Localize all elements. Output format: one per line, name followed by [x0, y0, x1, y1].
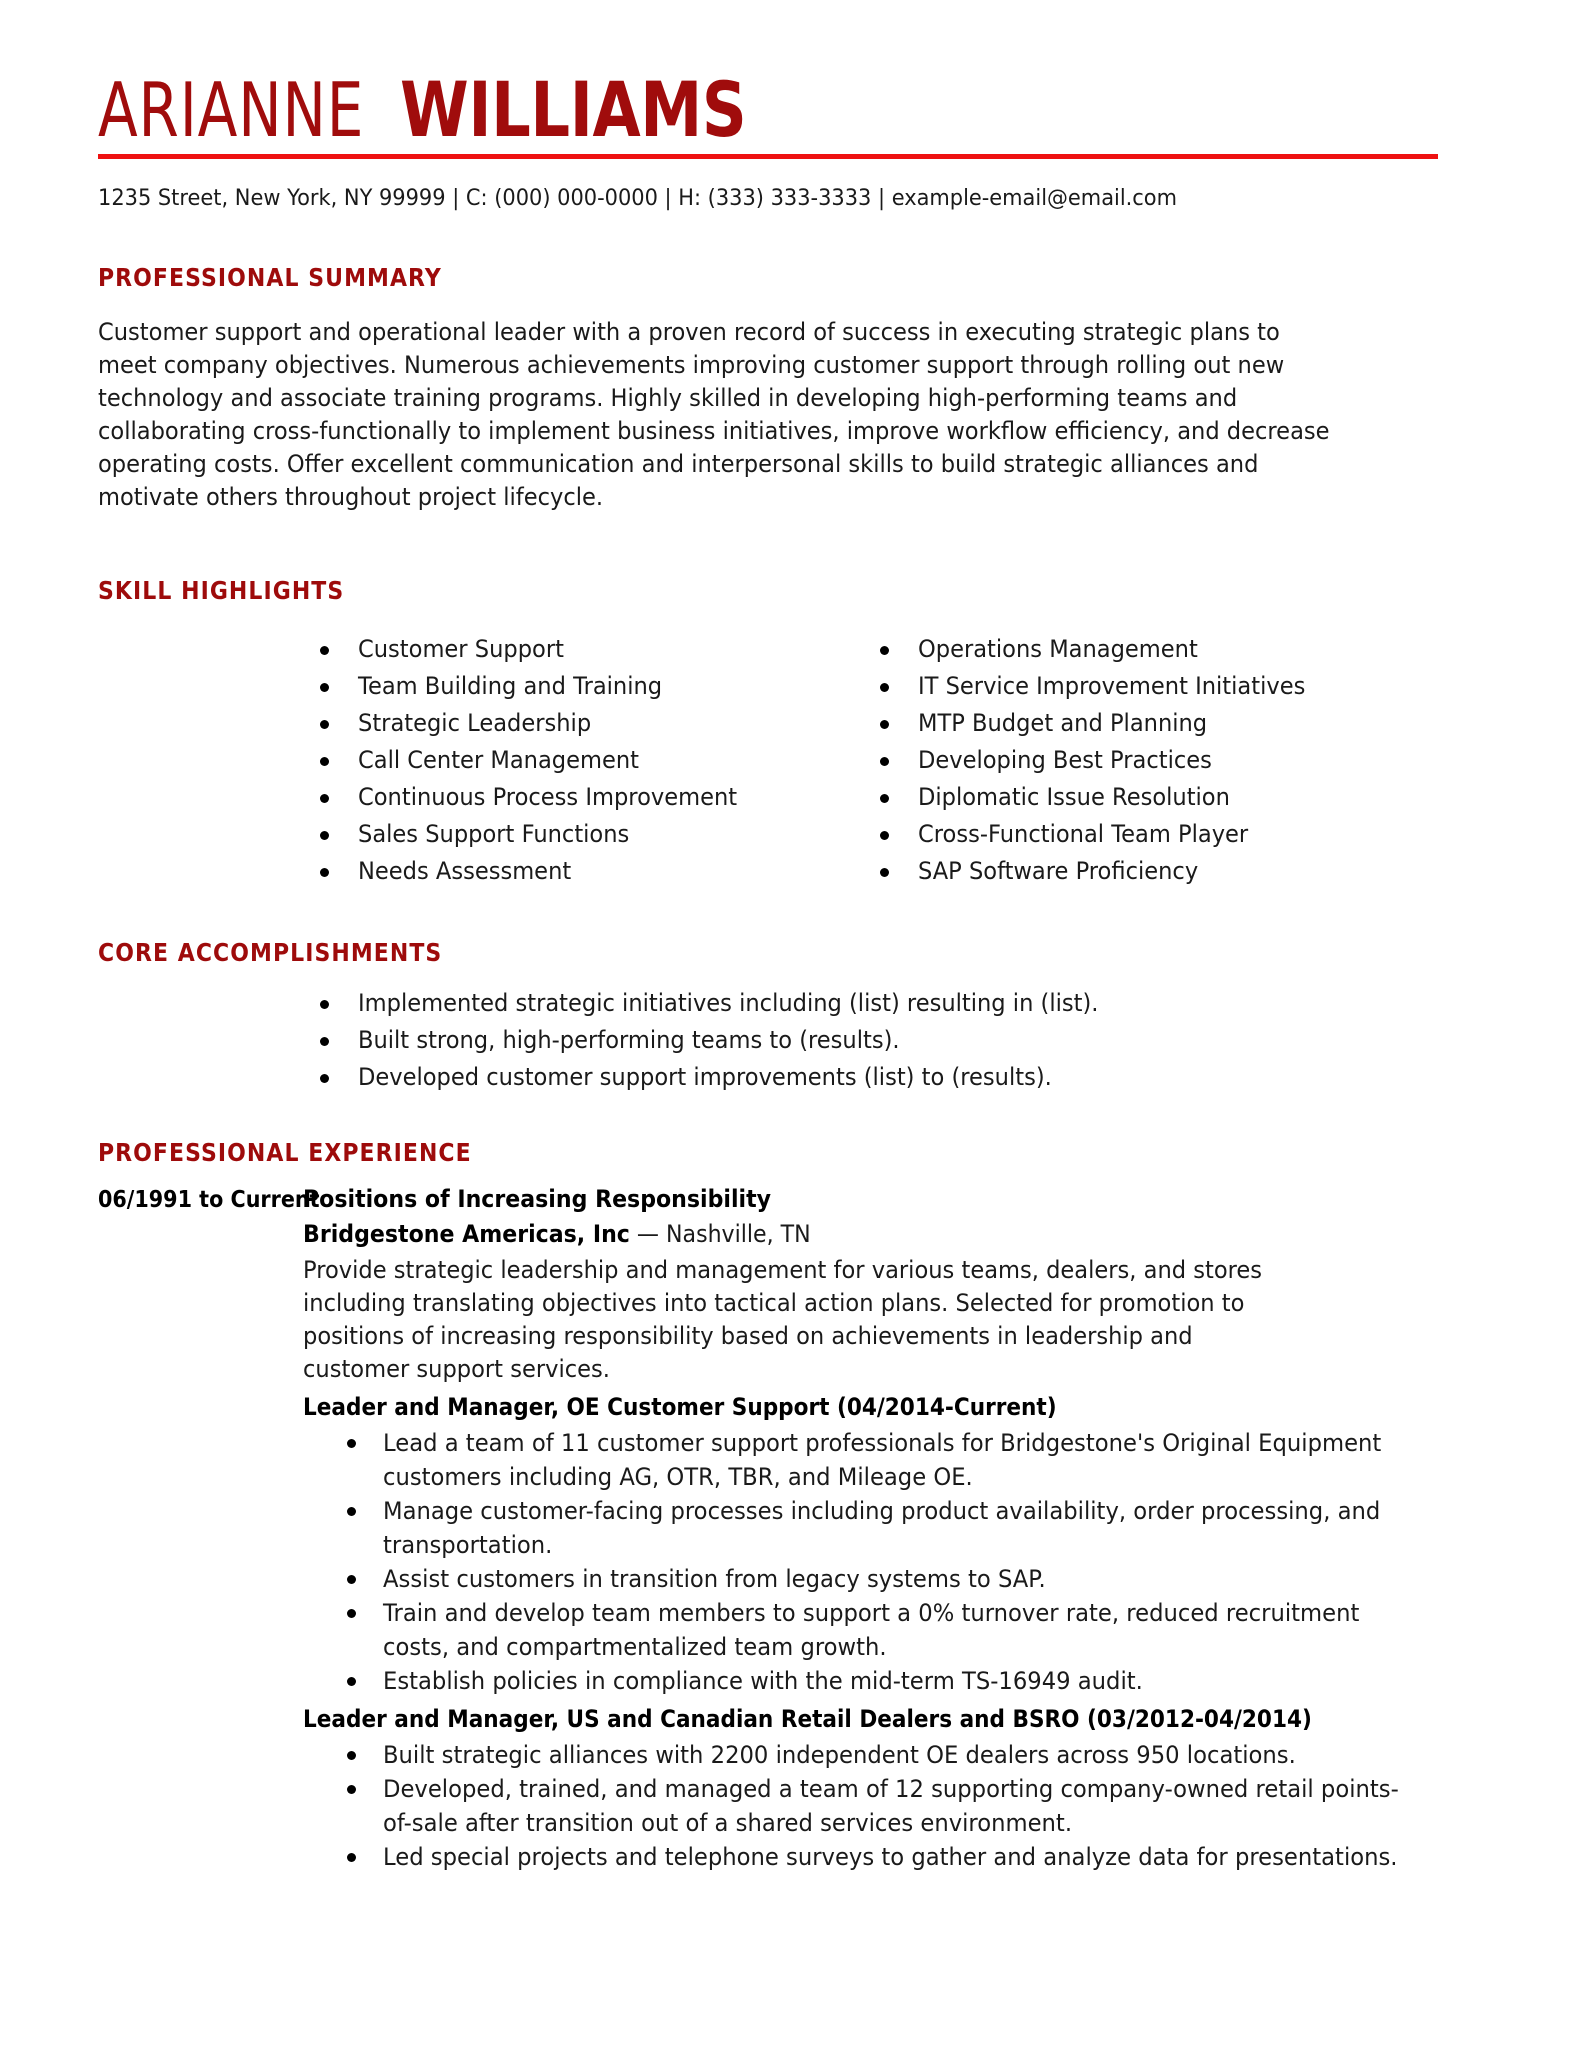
- skill-label: Customer Support: [358, 635, 564, 663]
- list-item: [310, 853, 870, 890]
- section-heading-core-accomplishments: CORE ACCOMPLISHMENTS: [98, 938, 443, 967]
- role-bullet-text: Built strategic alliances with 2200 independent OE dealers across 950 locations.: [383, 1741, 1296, 1769]
- list-item: [339, 1738, 1463, 1772]
- list-item: [339, 1664, 1463, 1698]
- list-item: [310, 985, 1438, 1022]
- skill-label: Call Center Management: [358, 746, 640, 774]
- section-heading-professional-experience: PROFESSIONAL EXPERIENCE: [98, 1138, 472, 1167]
- list-item: [870, 668, 1430, 705]
- role-bullet-text: Manage customer-facing processes including product availability, order processing, and transportation.: [383, 1497, 1381, 1559]
- candidate-name: [98, 65, 1438, 154]
- list-item: [310, 1022, 1438, 1059]
- accomplishment-label: Built strong, high-performing teams to (results).: [358, 1026, 900, 1054]
- list-item: [339, 1840, 1463, 1874]
- skill-label: SAP Software Proficiency: [918, 857, 1199, 885]
- skill-label: Team Building and Training: [358, 672, 663, 700]
- skills-column-left: [310, 631, 870, 890]
- experience-details: [303, 1183, 1463, 1874]
- skills-list-left: [310, 631, 870, 890]
- core-accomplishments-list-wrap: [98, 985, 1438, 1096]
- skill-label: MTP Budget and Planning: [918, 709, 1208, 737]
- list-item: [870, 853, 1430, 890]
- summary-paragraph: Customer support and operational leader with a proven record of success in executing strategic plans to meet company objectives. Numerous achievements improving customer support through rolling out new technology and associate training programs. Highly skilled in developing high-performing teams and collaborating cross-functionally to implement business initiatives, improve workflow efficiency, and decrease operating costs. Offer excellent communication and interpersonal skills to build strategic alliances and motivate others throughout project lifecycle.: [98, 318, 1330, 511]
- list-item: [310, 742, 870, 779]
- list-item: [339, 1562, 1463, 1596]
- job-title: Positions of Increasing Responsibility: [303, 1185, 772, 1213]
- skills-list-right: [870, 631, 1430, 890]
- list-item: [870, 631, 1430, 668]
- role-bullet-text: Lead a team of 11 customer support professionals for Bridgestone's Original Equipment customers including AG, OTR, TBR, and Mileage OE.: [383, 1429, 1382, 1491]
- skill-label: Developing Best Practices: [918, 746, 1212, 774]
- skill-label: Operations Management: [918, 635, 1198, 663]
- list-item: [870, 742, 1430, 779]
- list-item: [310, 779, 870, 816]
- skill-label: Diplomatic Issue Resolution: [918, 783, 1230, 811]
- role-bullet-text: Assist customers in transition from legacy systems to SAP.: [383, 1565, 1046, 1593]
- skill-label: Continuous Process Improvement: [358, 783, 738, 811]
- header-divider: [98, 154, 1438, 159]
- experience-entry: [98, 1183, 1438, 1874]
- list-item: [870, 779, 1430, 816]
- list-item: [339, 1494, 1463, 1562]
- experience-date-range: 06/1991 to Current: [98, 1187, 320, 1213]
- list-item: [870, 705, 1430, 742]
- list-item: [310, 668, 870, 705]
- role-bullet-list: [303, 1426, 1463, 1698]
- accomplishment-label: Developed customer support improvements (list) to (results).: [358, 1063, 1052, 1091]
- list-item: [310, 705, 870, 742]
- accomplishment-label: Implemented strategic initiatives including (list) resulting in (list).: [358, 989, 1099, 1017]
- first-name: ARIANNE: [98, 66, 365, 154]
- skills-columns: [98, 631, 1438, 890]
- skill-label: Sales Support Functions: [358, 820, 630, 848]
- list-item: [310, 631, 870, 668]
- role-bullet-list: [303, 1738, 1463, 1874]
- skill-label: Cross-Functional Team Player: [918, 820, 1249, 848]
- contact-line: 1235 Street, New York, NY 99999 | C: (000) 000-0000 | H: (333) 333-3333 | example-email@email.com: [98, 185, 1177, 211]
- last-name: WILLIAMS: [399, 65, 747, 154]
- list-item: [870, 816, 1430, 853]
- list-item: [339, 1596, 1463, 1664]
- list-item: [339, 1426, 1463, 1494]
- list-item: [339, 1772, 1463, 1840]
- role-bullet-text: Developed, trained, and managed a team of 12 supporting company-owned retail points-of-sale after transition out of a shared services environment.: [383, 1775, 1399, 1837]
- skills-column-right: [870, 631, 1430, 890]
- role-heading: Leader and Manager, US and Canadian Retail Dealers and BSRO (03/2012-04/2014): [303, 1705, 1312, 1733]
- professional-summary-body: [98, 316, 1339, 514]
- role-bullet-text: Led special projects and telephone surveys to gather and analyze data for presentations.: [383, 1843, 1398, 1871]
- list-item: [310, 1059, 1438, 1096]
- job-description: Provide strategic leadership and management for various teams, dealers, and stores including translating objectives into tactical action plans. Selected for promotion to positions of increasing responsibility based on achievements in leadership and customer support services.: [303, 1256, 1263, 1383]
- skill-label: Strategic Leadership: [358, 709, 592, 737]
- resume-content: [98, 0, 1438, 1874]
- role-bullet-text: Establish policies in compliance with the mid-term TS-16949 audit.: [383, 1667, 1143, 1695]
- company-location: — Nashville, TN: [636, 1220, 811, 1248]
- company-line: [303, 1216, 1370, 1252]
- section-heading-skill-highlights: SKILL HIGHLIGHTS: [98, 576, 345, 605]
- skill-label: Needs Assessment: [358, 857, 572, 885]
- role-bullet-text: Train and develop team members to support a 0% turnover rate, reduced recruitment costs, and compartmentalized team growth.: [383, 1599, 1360, 1661]
- company-name: Bridgestone Americas, Inc: [303, 1220, 630, 1248]
- section-heading-professional-summary: PROFESSIONAL SUMMARY: [98, 263, 442, 292]
- core-accomplishments-list: [310, 985, 1438, 1096]
- role-heading: Leader and Manager, OE Customer Support (04/2014-Current): [303, 1393, 1057, 1421]
- skill-label: IT Service Improvement Initiatives: [918, 672, 1306, 700]
- list-item: [310, 816, 870, 853]
